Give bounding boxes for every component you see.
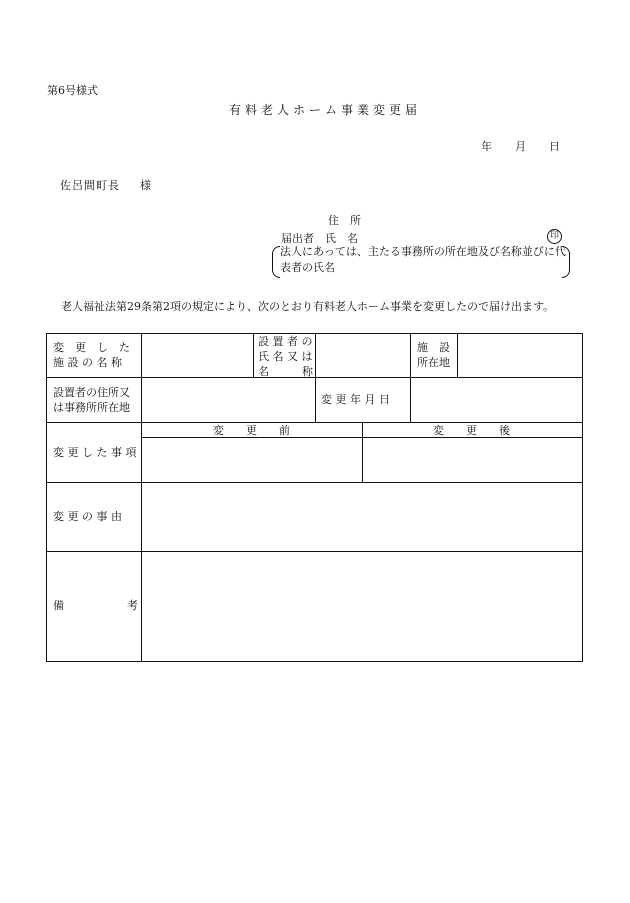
row-divider-3 <box>47 482 582 483</box>
col-divider-r2-b <box>315 377 316 422</box>
date-day-label: 日 <box>549 140 560 153</box>
date-month-label: 月 <box>515 140 526 153</box>
founder-address-label-line2: は事務所所在地 <box>53 401 130 414</box>
addressee-name: 佐呂間町長 <box>60 179 120 192</box>
facility-location-value[interactable] <box>459 335 579 375</box>
founder-label-line2: 氏 名 又 は <box>258 350 313 363</box>
facility-name-label-line1: 変 更 し た <box>53 341 130 354</box>
col-divider-r1-b <box>253 334 254 377</box>
change-reason-value[interactable] <box>143 484 580 549</box>
col-divider-r1-a <box>141 334 142 377</box>
date-year-label: 年 <box>481 140 492 153</box>
changed-items-label: 変 更 し た 事 項 <box>53 446 137 459</box>
before-change-value[interactable] <box>143 439 361 480</box>
founder-value[interactable] <box>317 335 409 375</box>
bracket-left <box>272 246 280 278</box>
addressee-honorific: 様 <box>140 179 152 192</box>
col-divider-r2-c <box>410 377 411 422</box>
facility-name-label <box>53 340 137 370</box>
row-divider-4 <box>47 551 582 552</box>
corporate-note: 法人にあっては、主たる事務所の所在地及び名称並びに代表者の氏名 <box>280 245 566 274</box>
founder-address-label-line1: 設置者の住所又 <box>53 386 130 399</box>
remarks-label-left: 備 <box>53 599 64 612</box>
facility-location-label-line1: 施 設 <box>417 341 450 354</box>
remarks-value[interactable] <box>143 553 580 659</box>
founder-label <box>258 334 314 379</box>
founder-label-line3: 名 称 <box>258 365 313 378</box>
facility-name-label-line2: 施 設 の 名 称 <box>53 356 122 369</box>
document-title: 有料老人ホーム事業変更届 <box>229 103 422 117</box>
facility-name-value[interactable] <box>143 335 251 375</box>
facility-location-label <box>417 340 457 370</box>
seal-mark: 印 <box>547 229 562 244</box>
change-form-table <box>46 333 583 662</box>
facility-location-label-line2: 所在地 <box>417 356 450 369</box>
founder-address-value[interactable] <box>143 379 313 420</box>
form-number: 第6号様式 <box>47 84 98 97</box>
before-change-label: 変 更 前 <box>213 424 290 437</box>
statement-text: 老人福祉法第29条第2項の規定により、次のとおり有料老人ホーム事業を変更したので届け出ます。 <box>61 300 555 313</box>
remarks-label-right: 考 <box>127 599 138 612</box>
col-divider-r2-a <box>141 377 142 422</box>
col-divider-r1-e <box>457 334 458 377</box>
before-after-divider <box>362 422 363 482</box>
founder-label-line1: 設 置 者 の <box>258 335 313 348</box>
col-divider-r1-d <box>410 334 411 377</box>
founder-address-label <box>53 385 141 415</box>
after-change-label: 変 更 後 <box>433 424 510 437</box>
label-col-divider <box>141 422 142 661</box>
change-date-label: 変 更 年 月 日 <box>321 393 390 406</box>
change-reason-label: 変 更 の 事 由 <box>53 510 122 523</box>
col-divider-r1-c <box>315 334 316 377</box>
after-change-value[interactable] <box>364 439 580 480</box>
notifier-name-label: 届出者 氏 名 <box>281 232 358 245</box>
notifier-address-label: 住 所 <box>328 214 361 227</box>
change-date-value[interactable] <box>412 379 580 420</box>
